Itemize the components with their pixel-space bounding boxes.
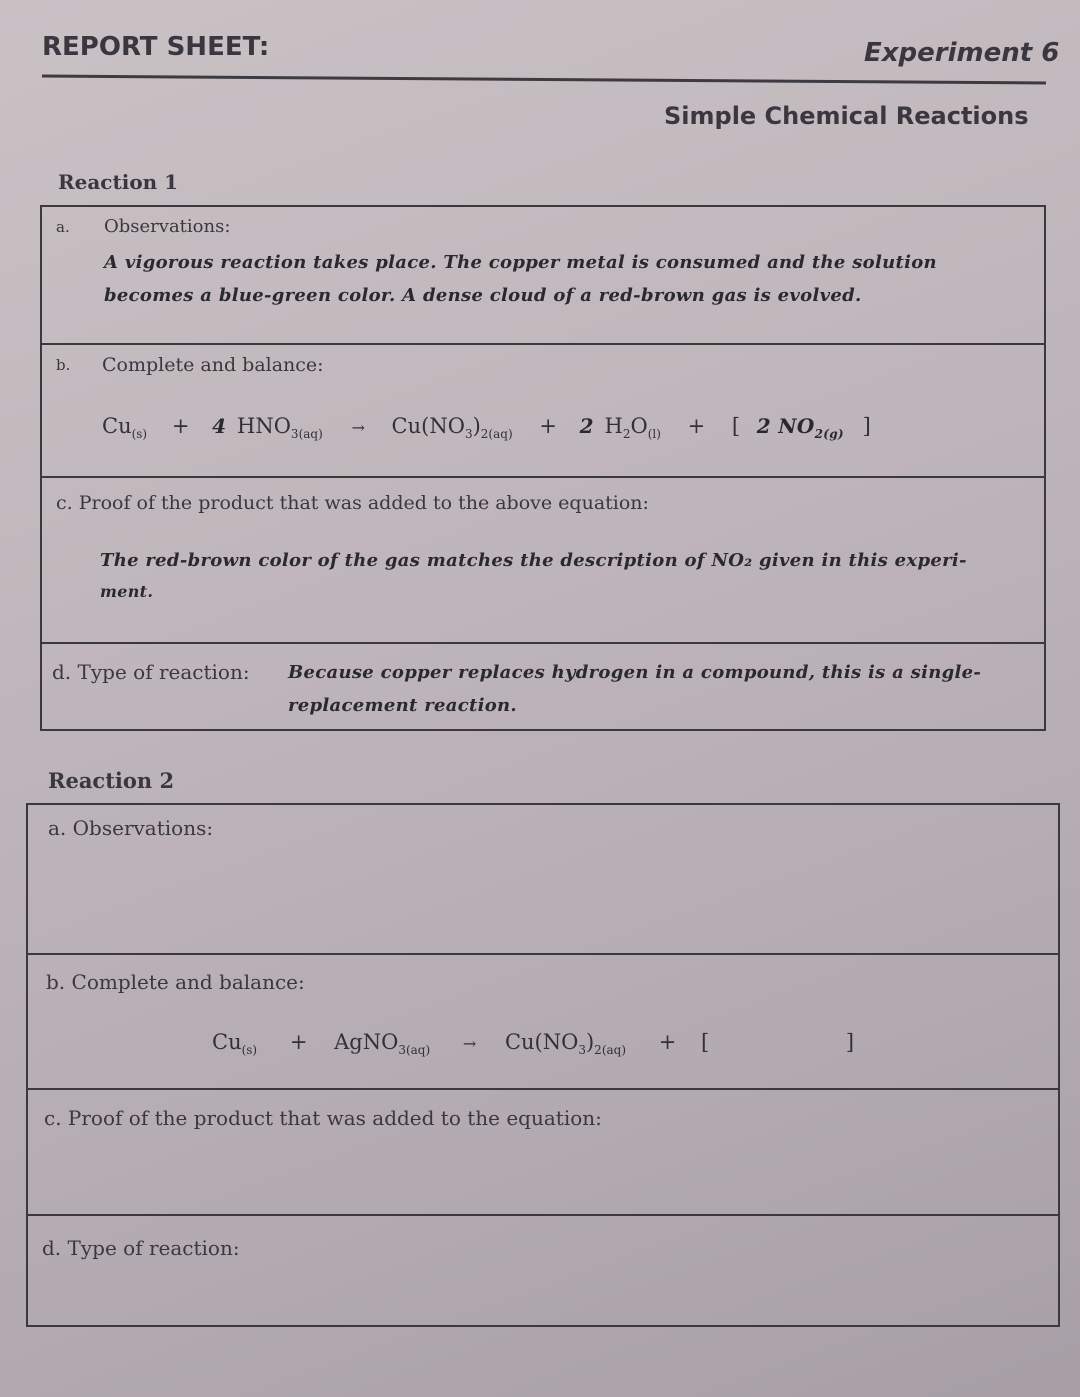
eq2-plus-1: + <box>289 1030 308 1054</box>
reaction-1-b-marker: b. <box>56 356 71 374</box>
reaction-1-box <box>40 205 1046 731</box>
report-sheet-heading: REPORT SHEET: <box>42 32 270 62</box>
eq1-reactant-cu: $Cu_{(s)}$ <box>102 414 148 442</box>
reaction-1-proof-line-1: The red-brown color of the gas matches the description of NO₂ given in this experi- <box>100 550 967 571</box>
eq1-product-cuno3: $Cu(NO_3)_{2(aq)}$ <box>391 414 513 442</box>
reaction-1-divider-c <box>40 642 1046 644</box>
eq2-arrow: → <box>462 1034 477 1053</box>
eq2-reactant-agno3: AgNO$_{3(aq)}$ <box>334 1030 431 1058</box>
reaction-2-equation <box>212 1030 854 1057</box>
reaction-2-observations-label: a. Observations: <box>48 816 214 840</box>
experiment-subtitle: Simple Chemical Reactions <box>664 102 1029 130</box>
reaction-2-type-label: d. Type of reaction: <box>42 1236 240 1260</box>
reaction-1-type-label: d. Type of reaction: <box>52 660 250 684</box>
eq1-coef-hno3: 4 <box>212 414 227 438</box>
eq1-bracket-open: [ <box>731 414 741 438</box>
eq1-bracket-close: ] <box>862 414 871 438</box>
reaction-1-observations-label: Observations: <box>104 216 231 237</box>
eq1-arrow: → <box>351 418 365 437</box>
eq2-bracket-close: ] <box>845 1030 855 1054</box>
reaction-2-divider-c <box>26 1214 1060 1216</box>
reaction-1-title: Reaction 1 <box>58 170 179 194</box>
reaction-1-proof-line-2: ment. <box>100 582 154 601</box>
eq1-coef-h2o: 2 <box>579 414 594 438</box>
eq1-plus-1: + <box>171 414 190 438</box>
reaction-1-divider-a <box>40 343 1046 345</box>
reaction-2-divider-b <box>26 1088 1060 1090</box>
reaction-1-observations-line-2: becomes a blue-green color. A dense cloud of a red-brown gas is evolved. <box>104 285 862 306</box>
header-rule <box>42 74 1046 84</box>
eq1-plus-3: + <box>687 414 706 438</box>
reaction-1-type-line-1: Because copper replaces hydrogen in a compound, this is a single- <box>288 662 982 683</box>
reaction-2-proof-label: c. Proof of the product that was added to the equation: <box>44 1106 602 1130</box>
experiment-number: Experiment 6 <box>864 38 1060 68</box>
reaction-1-proof-label: c. Proof of the product that was added to the above equation: <box>56 492 649 514</box>
eq2-product-cuno3: $Cu(NO_3)_{2(aq)}$ <box>504 1030 627 1058</box>
reaction-1-balance-label: Complete and balance: <box>102 354 324 376</box>
reaction-1-type-line-2: replacement reaction. <box>288 695 517 716</box>
reaction-1-a-marker: a. <box>56 218 70 236</box>
reaction-2-balance-label: b. Complete and balance: <box>46 970 305 994</box>
eq2-plus-2: + <box>658 1030 677 1054</box>
eq2-bracket-open: [ <box>701 1030 710 1054</box>
reaction-2-divider-a <box>26 953 1060 955</box>
eq1-product-h2o: $H_2O_{(l)}$ <box>604 414 661 442</box>
reaction-1-equation <box>102 414 871 441</box>
eq2-reactant-cu: $Cu_{(s)}$ <box>212 1030 258 1058</box>
reaction-2-title: Reaction 2 <box>48 768 175 793</box>
eq1-added-product: 2 $NO_{2(g)}$ <box>756 414 844 441</box>
reaction-1-observations-line-1: A vigorous reaction takes place. The copper metal is consumed and the solution <box>104 252 937 273</box>
reaction-1-divider-b <box>40 476 1046 478</box>
eq1-plus-2: + <box>539 414 557 438</box>
eq1-reactant-hno3: $HNO_{3(aq)}$ <box>237 414 323 442</box>
